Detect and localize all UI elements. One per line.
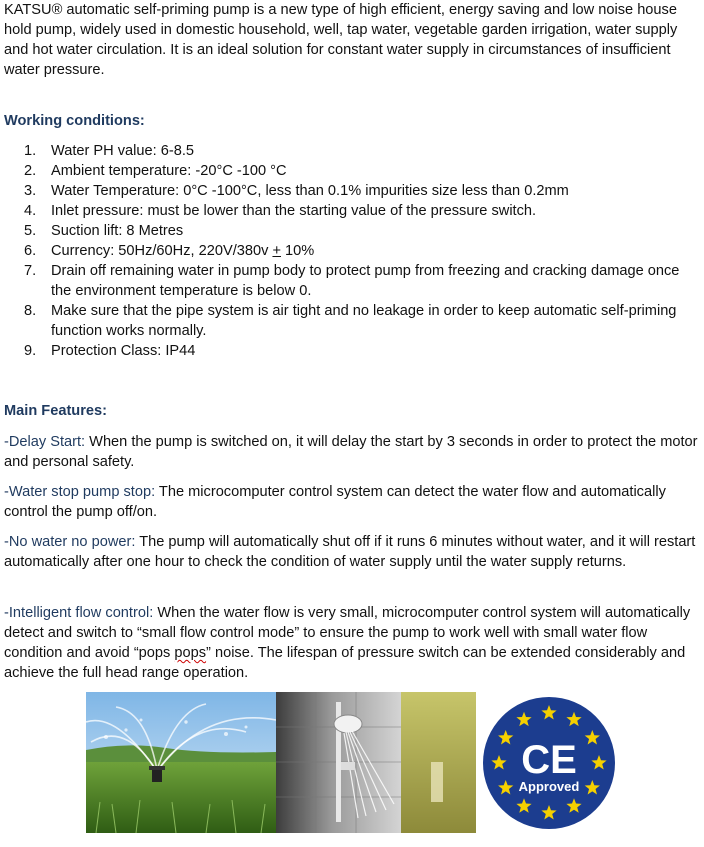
- feature-label: -No water no power:: [4, 534, 136, 550]
- list-item: 8. Make sure that the pipe system is air tight and no leakage in order to keep automatic self-priming function works normally.: [24, 303, 677, 339]
- feature-label: -Intelligent flow control:: [4, 605, 154, 621]
- feature-water-stop: -Water stop pump stop: The microcomputer control system can detect the water flow and automatically control the pump off/on.: [4, 484, 666, 520]
- plus-minus-sign: +: [272, 243, 281, 259]
- feature-label: -Delay Start:: [4, 434, 86, 450]
- feature-delay-start: -Delay Start: When the pump is switched on, it will delay the start by 3 seconds in order to protect the motor and personal safety.: [4, 434, 698, 470]
- feature-no-water: -No water no power: The pump will automatically shut off if it runs 6 minutes without water, and it will restart automatically after one hour to check the condition of water supply until the water supply returns.: [4, 534, 696, 570]
- sprinkler-photo: [86, 692, 276, 833]
- ce-approved-badge: [481, 695, 617, 831]
- approved-label: Approved: [518, 779, 580, 794]
- list-item: 4. Inlet pressure: must be lower than the starting value of the pressure switch.: [24, 203, 537, 219]
- wall-photo: [401, 692, 476, 833]
- list-item: 6. Currency: 50Hz/60Hz, 220V/380v + 10%: [24, 243, 315, 259]
- feature-label: -Water stop pump stop:: [4, 484, 156, 500]
- list-item: 2. Ambient temperature: -20°C -100 °C: [24, 163, 287, 179]
- feature-intelligent-flow: -Intelligent flow control: When the water flow is very small, microcomputer control system will automatically detect and switch to “small flow control mode” to ensure the pump to work well with small water flow condition and avoid “pops pops” noise. The lifespan of pressure switch can be extended considerably and achieve the full head range operation.: [4, 605, 691, 681]
- list-item: 3. Water Temperature: 0°C -100°C, less than 0.1% impurities size less than 0.2mm: [24, 183, 569, 199]
- spellcheck-word: pops: [174, 645, 207, 661]
- working-conditions-heading: Working conditions:: [4, 113, 145, 129]
- main-features-heading: Main Features:: [4, 403, 107, 419]
- list-item: 1. Water PH value: 6-8.5: [24, 143, 195, 159]
- ce-mark: CE: [521, 738, 577, 782]
- intro-paragraph: KATSU® automatic self-priming pump is a new type of high efficient, energy saving and low noise house hold pump, widely used in domestic household, well, tap water, vegetable garden irrigation, water supply and hot water circulation. It is an ideal solution for constant water supply in circumstances of insufficient water pressure.: [4, 2, 678, 78]
- shower-photo: [276, 692, 401, 833]
- working-conditions-list: [0, 141, 700, 361]
- list-item: 5. Suction lift: 8 Metres: [24, 223, 184, 239]
- list-item: 9. Protection Class: IP44: [24, 343, 196, 359]
- list-item: 7. Drain off remaining water in pump body to protect pump from freezing and cracking damage once the environment temperature is below 0.: [24, 263, 680, 299]
- product-photos: [86, 692, 476, 833]
